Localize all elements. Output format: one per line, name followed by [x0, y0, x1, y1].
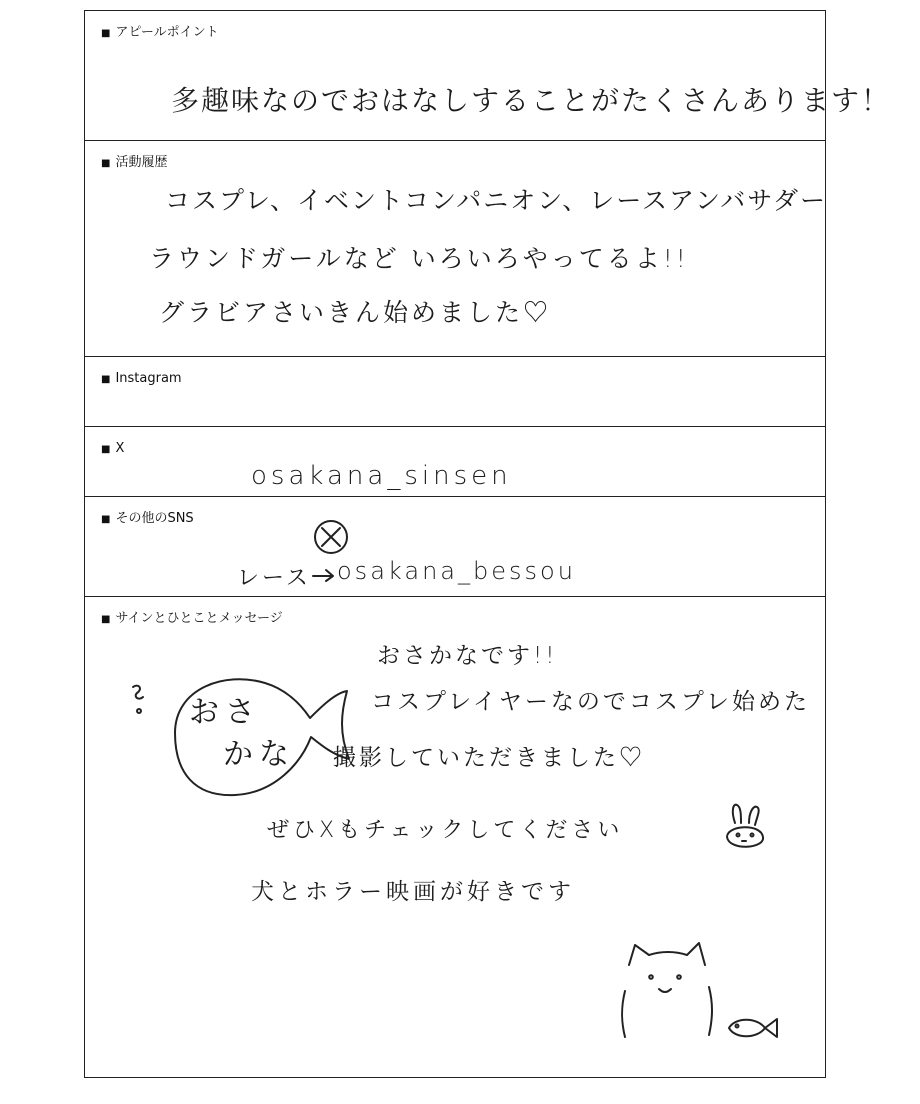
section-appeal — [85, 11, 892, 141]
cat-doodle-icon — [613, 937, 723, 1047]
section-label-instagram: ■ Instagram — [101, 371, 182, 386]
arrow-icon — [311, 567, 337, 583]
profile-sheet — [84, 10, 892, 1078]
section-history — [85, 141, 828, 357]
other-sns-prefix: レース — [237, 566, 311, 591]
bullet-square-icon: ■ — [101, 28, 111, 39]
history-line-2: ラウンドガールなど いろいろやってるよ!! — [149, 244, 689, 273]
section-other-sns — [85, 497, 825, 597]
x-handle: osakana_sinsen — [251, 461, 512, 491]
small-fish-icon — [723, 1013, 783, 1043]
message-line-2: コスプレイヤーなのでコスプレ始めた — [371, 689, 811, 715]
section-instagram — [85, 357, 825, 427]
history-line-1: コスプレ、イベントコンパニオン、レースアンバサダー — [165, 186, 828, 215]
bullet-square-icon: ■ — [101, 158, 111, 169]
signature-line-1: おさ — [189, 695, 261, 730]
message-line-4: ぜひXもチェックしてください — [267, 818, 624, 843]
bullet-square-icon: ■ — [101, 514, 111, 525]
section-label-other-sns: ■ その他のSNS — [101, 511, 194, 526]
appeal-text: 多趣味なのでおはなしすることがたくさんあります！ — [171, 84, 892, 117]
section-label-appeal: ■ アピールポイント — [101, 25, 219, 40]
section-label-message: ■ サインとひとことメッセージ — [101, 611, 283, 626]
history-line-3: グラビアさいきん始めました♡ — [159, 298, 552, 327]
sparkle-dots-icon — [125, 679, 155, 719]
circled-x-mark-icon — [311, 517, 351, 557]
message-line-5: 犬とホラー映画が好きです — [251, 879, 575, 905]
bullet-square-icon: ■ — [101, 444, 111, 455]
section-x — [85, 427, 825, 497]
section-message — [85, 597, 825, 1079]
other-sns-handle: osakana_bessou — [337, 557, 576, 585]
message-line-3: 撮影していただきました♡ — [333, 745, 645, 771]
signature-line-2: かな — [223, 737, 295, 772]
bullet-square-icon: ■ — [101, 614, 111, 625]
section-label-history: ■ 活動履歴 — [101, 155, 168, 170]
message-line-1: おさかなです!! — [377, 643, 558, 669]
section-label-x: ■ X — [101, 441, 125, 456]
rabbit-face-icon — [721, 801, 769, 853]
bullet-square-icon: ■ — [101, 374, 111, 385]
